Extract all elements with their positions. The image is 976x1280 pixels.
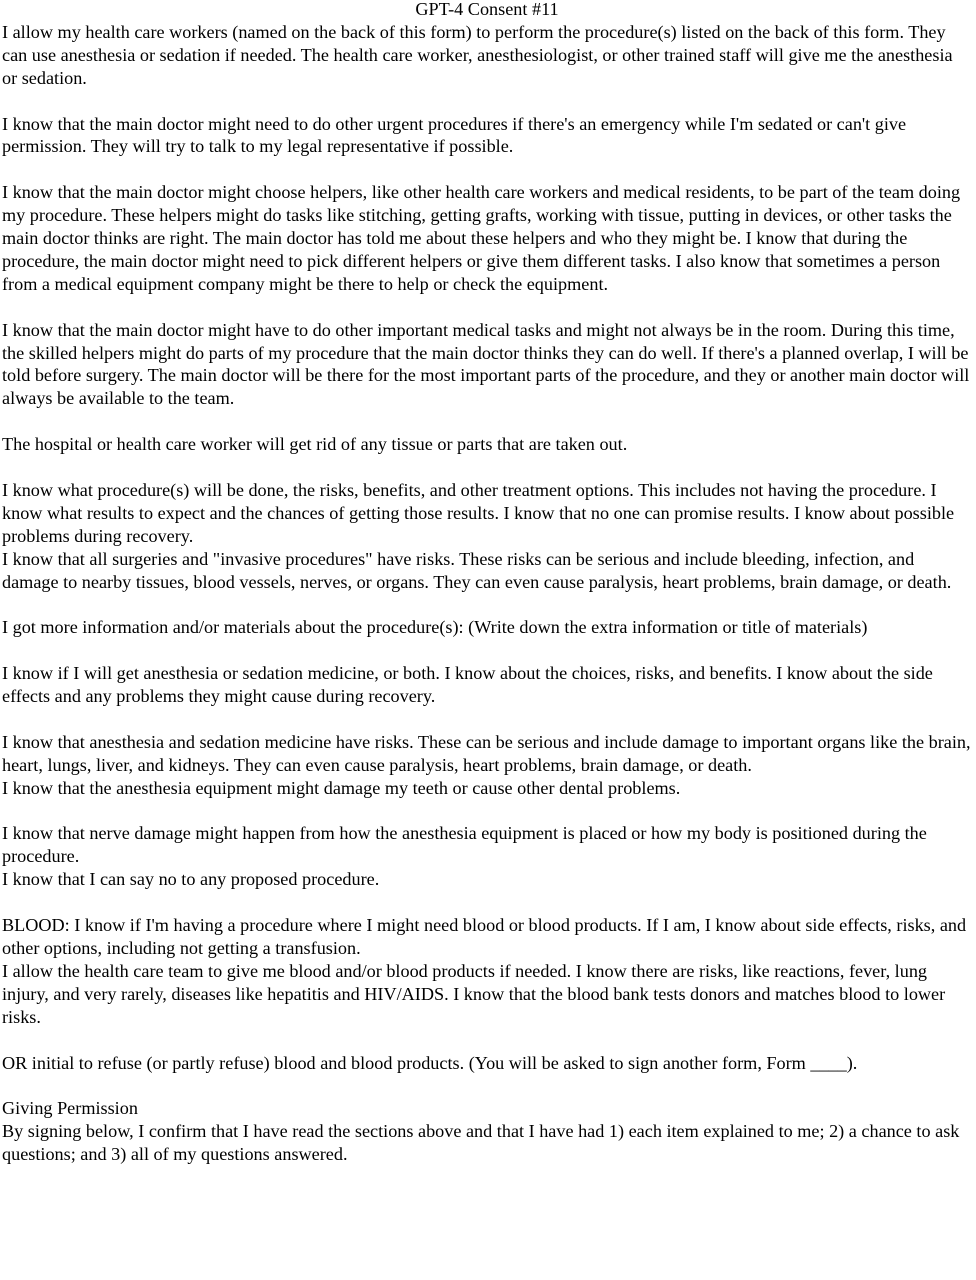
paragraph-gap: [2, 1074, 972, 1097]
paragraph-signature-confirmation: By signing below, I confirm that I have read the sections above and that I have had 1) each item explained to me; 2) a chance to ask questions; and 3) all of my questions answered.: [2, 1121, 960, 1165]
paragraph-dental-risks: I know that the anesthesia equipment might damage my teeth or cause other dental problems.: [2, 777, 681, 798]
paragraph-blood-refusal: OR initial to refuse (or partly refuse) blood and blood products. (You will be asked to sign another form, Form ____).: [2, 1052, 858, 1073]
paragraph-gap: [2, 891, 972, 914]
paragraph-overlap: I know that the main doctor might have to do other important medical tasks and might not always be in the room. During this time, the skilled helpers might do parts of my procedure that the main doctor thinks they can do well. If there's a planned overlap, I will be told before surgery. The main doctor will be there for the most important parts of the procedure, and they or another main doctor will always be available to the team.: [2, 319, 970, 409]
paragraph-nerve-damage: I know that nerve damage might happen from how the anesthesia equipment is placed or how my body is positioned during the procedure.: [2, 823, 927, 867]
paragraph-right-to-refuse: I know that I can say no to any proposed procedure.: [2, 869, 380, 890]
paragraph-gap: [2, 296, 972, 319]
paragraph-gap: [2, 158, 972, 181]
section-heading-giving-permission: Giving Permission: [2, 1098, 138, 1119]
paragraph-helpers: I know that the main doctor might choose helpers, like other health care workers and medical residents, to be part of the team doing my procedure. These helpers might do tasks like stitching, getting grafts, working with tissue, putting in devices, or other tasks the main doctor thinks are right. The main doctor has told me about these helpers and who they might be. I know that during the procedure, the main doctor might need to pick different helpers or give them different tasks. I also know that sometimes a person from a medical equipment company might be there to help or check the equipment.: [2, 182, 961, 294]
paragraph-gap: [2, 456, 972, 479]
paragraph-gap: [2, 800, 972, 823]
paragraph-more-information: I got more information and/or materials about the procedure(s): (Write down the extra information or title of materials): [2, 617, 868, 638]
paragraph-procedure-knowledge: I know what procedure(s) will be done, the risks, benefits, and other treatment options. This includes not having the procedure. I know what results to expect and the chances of getting those results. I know that no one can promise results. I know about possible problems during recovery.: [2, 479, 955, 546]
document-title: GPT-4 Consent #11: [415, 0, 559, 19]
paragraph-blood-permission: I allow the health care team to give me blood and/or blood products if needed. I know there are risks, like reactions, fever, lung injury, and very rarely, diseases like hepatitis and HIV/AIDS. I know that the blood bank tests donors and matches blood to lower risks.: [2, 960, 946, 1027]
paragraph-anesthesia-choices: I know if I will get anesthesia or sedation medicine, or both. I know about the choices, risks, and benefits. I know about the side effects and any problems they might cause during recovery.: [2, 663, 933, 707]
paragraph-gap: [2, 410, 972, 433]
paragraph-surgical-risks: I know that all surgeries and "invasive procedures" have risks. These risks can be serious and include bleeding, infection, and damage to nearby tissues, blood vessels, nerves, or organs. They can even cause paralysis, heart problems, brain damage, or death.: [2, 548, 952, 592]
paragraph-gap: [2, 593, 972, 616]
paragraph-tissue-disposal: The hospital or health care worker will get rid of any tissue or parts that are taken out.: [2, 434, 628, 455]
paragraph-authorization: I allow my health care workers (named on the back of this form) to perform the procedure(s) listed on the back of this form. They can use anesthesia or sedation if needed. The health care worker, anesthesiologist, or other trained staff will give me the anesthesia or sedation.: [2, 21, 953, 88]
paragraph-emergency-procedures: I know that the main doctor might need to do other urgent procedures if there's an emergency while I'm sedated or can't give permission. They will try to talk to my legal representative if possible.: [2, 113, 907, 157]
paragraph-gap: [2, 90, 972, 113]
paragraph-anesthesia-risks: I know that anesthesia and sedation medicine have risks. These can be serious and include damage to important organs like the brain, heart, lungs, liver, and kidneys. They can even cause paralysis, heart problems, brain damage, or death.: [2, 731, 971, 775]
paragraph-gap: [2, 639, 972, 662]
paragraph-gap: [2, 1029, 972, 1052]
paragraph-blood: BLOOD: I know if I'm having a procedure where I might need blood or blood products. If I am, I know about side effects, risks, and other options, including not getting a transfusion.: [2, 915, 967, 958]
paragraph-gap: [2, 708, 972, 731]
